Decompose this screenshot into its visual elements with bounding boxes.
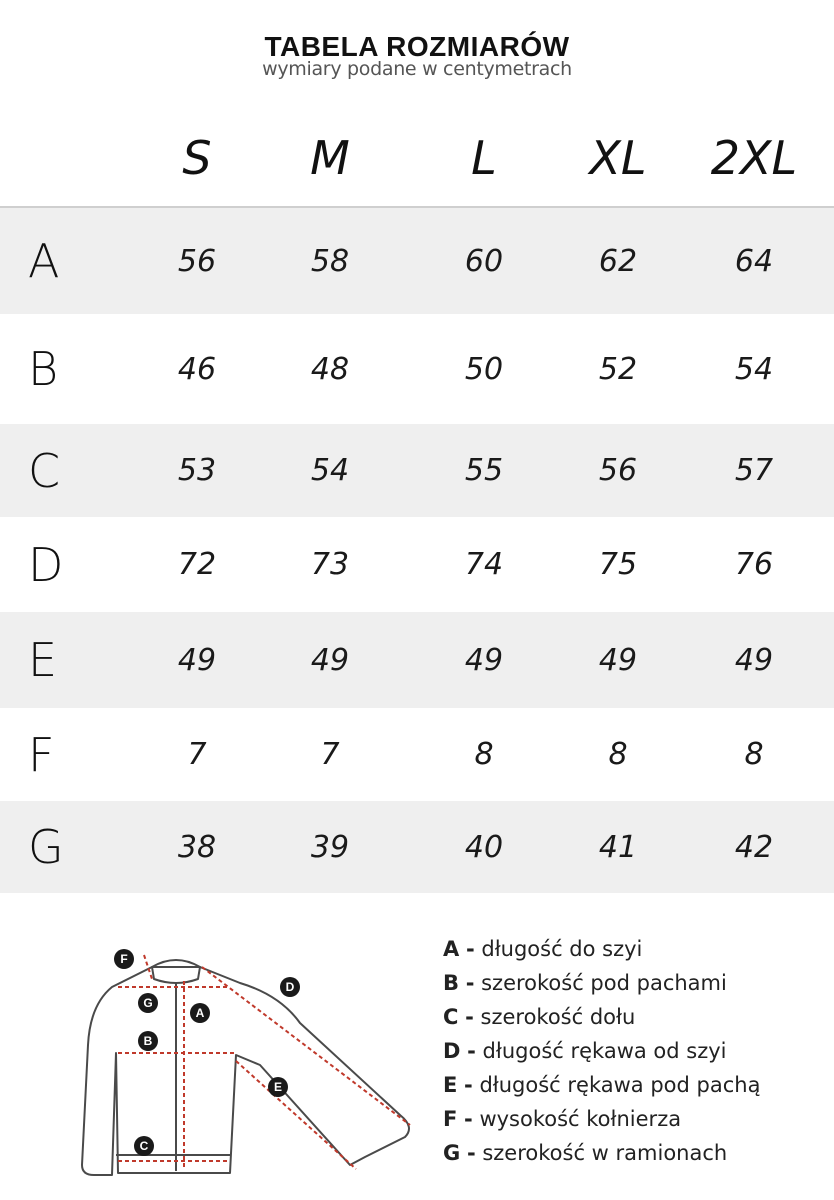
measurement-legend (443, 932, 823, 1170)
marker-f (114, 949, 134, 969)
size-table (0, 208, 834, 893)
table-cell: 64 (734, 243, 774, 279)
legend-text: długość rękawa od szyi (482, 1039, 727, 1063)
row-label: C (28, 443, 61, 498)
size-header-row (0, 128, 834, 198)
table-cell: 55 (464, 453, 504, 488)
legend-item: B - szerokość pod pachami (443, 971, 727, 995)
marker-b (138, 1031, 158, 1051)
table-row (0, 208, 834, 314)
legend-text: wysokość kołnierza (479, 1107, 682, 1131)
table-cell: 42 (734, 829, 774, 865)
table-cell: 39 (310, 829, 350, 865)
legend-key: B (443, 971, 460, 995)
legend-item: D - długość rękawa od szyi (443, 1039, 727, 1063)
size-label-s: S (182, 131, 212, 185)
table-cell: 49 (310, 642, 350, 678)
table-row (0, 314, 834, 424)
marker-label: C (139, 1139, 149, 1153)
table-cell: 7 (187, 737, 207, 772)
table-cell: 49 (734, 642, 774, 678)
legend-item: C - szerokość dołu (443, 1005, 636, 1029)
row-label: G (28, 820, 64, 874)
marker-d (280, 977, 300, 997)
legend-key: E (443, 1073, 458, 1097)
table-cell: 8 (608, 737, 628, 772)
jacket-diagram (60, 935, 430, 1185)
table-cell: 75 (598, 547, 638, 582)
table-cell: 53 (177, 453, 217, 488)
size-label-m: M (310, 131, 350, 185)
table-cell: 58 (310, 243, 350, 279)
legend-item: E - długość rękawa pod pachą (443, 1073, 761, 1097)
table-cell: 7 (320, 737, 340, 772)
marker-label: D (285, 980, 295, 994)
table-cell: 38 (177, 829, 217, 865)
table-cell: 56 (598, 453, 638, 488)
table-cell: 56 (177, 243, 217, 279)
table-cell: 46 (177, 351, 217, 387)
marker-e (268, 1077, 288, 1097)
table-cell: 49 (464, 642, 504, 678)
table-row (0, 424, 834, 517)
legend-key: G (443, 1141, 461, 1165)
legend-text: długość rękawa pod pachą (479, 1073, 761, 1097)
table-cell: 8 (744, 737, 764, 772)
legend-text: szerokość w ramionach (482, 1141, 728, 1165)
table-cell: 50 (464, 351, 504, 387)
row-label: E (28, 633, 58, 687)
marker-c (134, 1136, 154, 1156)
table-cell: 62 (598, 243, 638, 279)
table-cell: 48 (310, 351, 350, 387)
size-label-l: L (471, 131, 497, 185)
legend-key: C (443, 1005, 459, 1029)
table-cell: 57 (734, 453, 774, 488)
table-cell: 74 (464, 547, 504, 582)
table-cell: 49 (598, 642, 638, 678)
table-cell: 8 (474, 737, 494, 772)
table-row (0, 708, 834, 801)
page-subtitle: wymiary podane w centymetrach (262, 58, 572, 80)
marker-label: F (120, 952, 128, 966)
size-label-2xl: 2XL (710, 131, 798, 185)
table-row (0, 612, 834, 708)
table-cell: 54 (734, 351, 774, 387)
jacket-collar-outline (152, 960, 200, 983)
table-row (0, 517, 834, 612)
table-cell: 72 (177, 547, 217, 582)
table-cell: 76 (734, 547, 774, 582)
table-cell: 41 (598, 829, 638, 865)
legend-text: długość do szyi (481, 937, 643, 961)
marker-label: B (143, 1034, 153, 1048)
legend-item: A - długość do szyi (443, 937, 643, 961)
marker-label: E (273, 1080, 283, 1094)
table-row (0, 801, 834, 893)
marker-label: G (143, 996, 153, 1010)
jacket-body-outline (82, 967, 409, 1175)
table-cell: 49 (177, 642, 217, 678)
legend-text: szerokość dołu (480, 1005, 636, 1029)
row-label: B (28, 342, 59, 396)
page-title: TABELA ROZMIARÓW (264, 31, 570, 62)
row-label: A (28, 234, 60, 288)
marker-a (190, 1003, 210, 1023)
legend-item: G - szerokość w ramionach (443, 1141, 728, 1165)
legend-text: szerokość pod pachami (481, 971, 727, 995)
header (0, 30, 834, 80)
row-label: D (28, 537, 64, 592)
table-cell: 60 (464, 243, 504, 279)
legend-key: F (443, 1107, 458, 1131)
table-cell: 73 (310, 547, 350, 582)
legend-key: D (443, 1039, 461, 1063)
table-cell: 52 (598, 351, 638, 387)
marker-g (138, 993, 158, 1013)
marker-label: A (195, 1006, 205, 1020)
table-cell: 40 (464, 829, 504, 865)
legend-key: A (443, 937, 460, 961)
row-label: F (28, 727, 55, 782)
legend-item: F - wysokość kołnierza (443, 1107, 682, 1131)
table-cell: 54 (310, 453, 350, 488)
size-label-xl: XL (589, 131, 647, 185)
